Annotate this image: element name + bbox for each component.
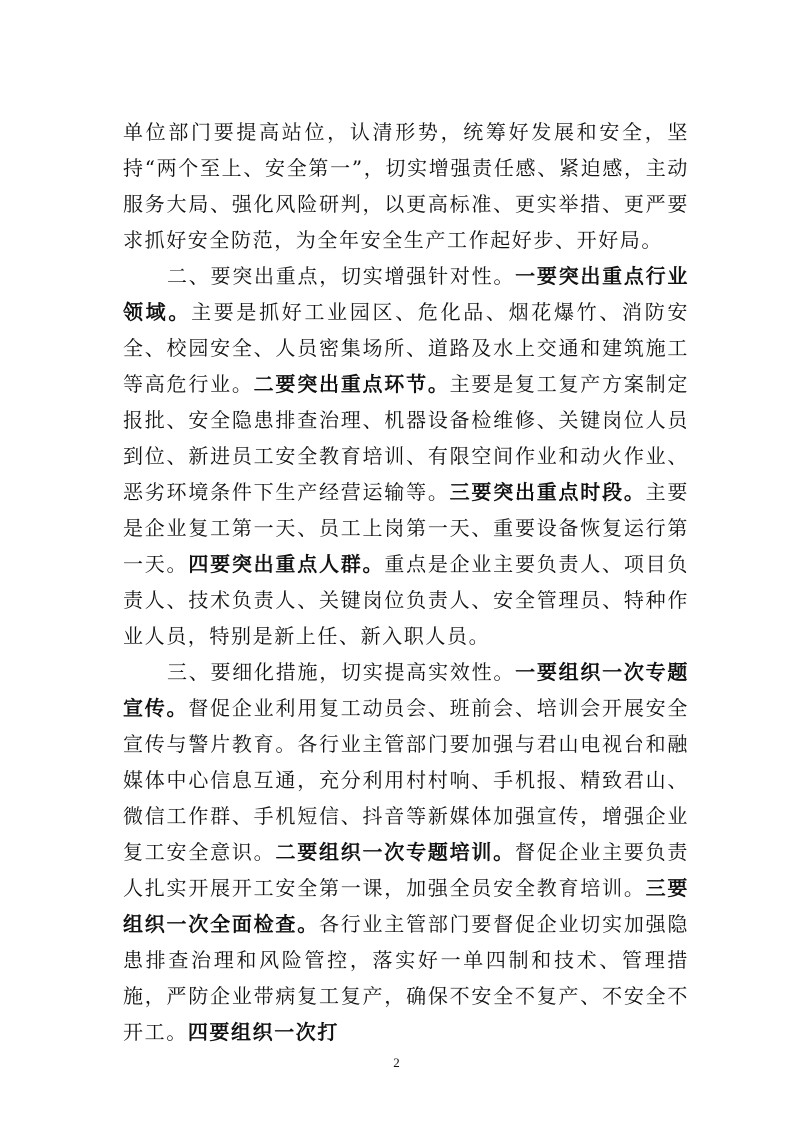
text-run: 主要是抓好工业园区、危化品、烟花爆竹、消防安全、校园安全、人员密集场所、道路及水上交通和建筑施工等高危行业。 <box>123 300 689 396</box>
text-run: 单位部门要提高站位，认清形势，统筹好发展和安全，坚持“两个至上、安全第一”，切实增强责任感、紧迫感，主动服务大局、强化风险研判，以更高标准、更实举措、更严要求抓好安全防范，为全年安全生产工作起好步、开好局。 <box>123 120 689 252</box>
text-run: 督促企业主要负责人扎实开展开工安全第一课，加强全员安全教育培训。 <box>123 840 689 900</box>
page-number: 2 <box>393 1055 400 1070</box>
paragraph-2 <box>123 258 689 654</box>
bold-run: 一要组织一次专题宣传。 <box>123 660 689 720</box>
bold-run: 四要突出重点人群。 <box>188 552 385 576</box>
text-run: 各行业主管部门要督促企业切实加强隐患排查治理和风险管控，落实好一单四制和技术、管理措施，严防企业带病复工复产，确保不安全不复产、不安全不开工。 <box>123 912 689 1044</box>
section-heading: 二、要突出重点，切实增强针对性。 <box>167 264 516 288</box>
section-heading: 三、要细化措施，切实提高实效性。 <box>167 660 516 684</box>
bold-run: 二要突出重点环节。 <box>253 372 450 396</box>
bold-run: 三要组织一次全面检查。 <box>123 876 690 936</box>
text-run: 主要是复工复产方案制定报批、安全隐患排查治理、机器设备检维修、关键岗位人员到位、新进员工安全教育培训、有限空间作业和动火作业、恶劣环境条件下生产经营运输等。 <box>123 372 689 504</box>
bold-run: 三要突出重点时段。 <box>449 480 646 504</box>
text-run: 重点是企业主要负责人、项目负责人、技术负责人、关键岗位负责人、安全管理员、特种作业人员，特别是新上任、新入职人员。 <box>123 552 689 648</box>
paragraph-1 <box>123 114 689 258</box>
bold-run: 一要突出重点行业领域。 <box>123 264 689 324</box>
bold-run: 四要组织一次打 <box>187 1020 340 1044</box>
text-run: 主要是企业复工第一天、员工上岗第一天、重要设备恢复运行第一天。 <box>123 480 690 576</box>
text-run: 督促企业利用复工动员会、班前会、培训会开展安全宣传与警片教育。各行业主管部门要加强与君山电视台和融媒体中心信息互通，充分利用村村响、手机报、精致君山、微信工作群、手机短信、抖音等新媒体加强宣传，增强企业复工安全意识。 <box>123 696 689 864</box>
bold-run: 二要组织一次专题培训。 <box>275 840 515 864</box>
paragraph-3 <box>123 654 689 1050</box>
document-body <box>123 114 689 1050</box>
